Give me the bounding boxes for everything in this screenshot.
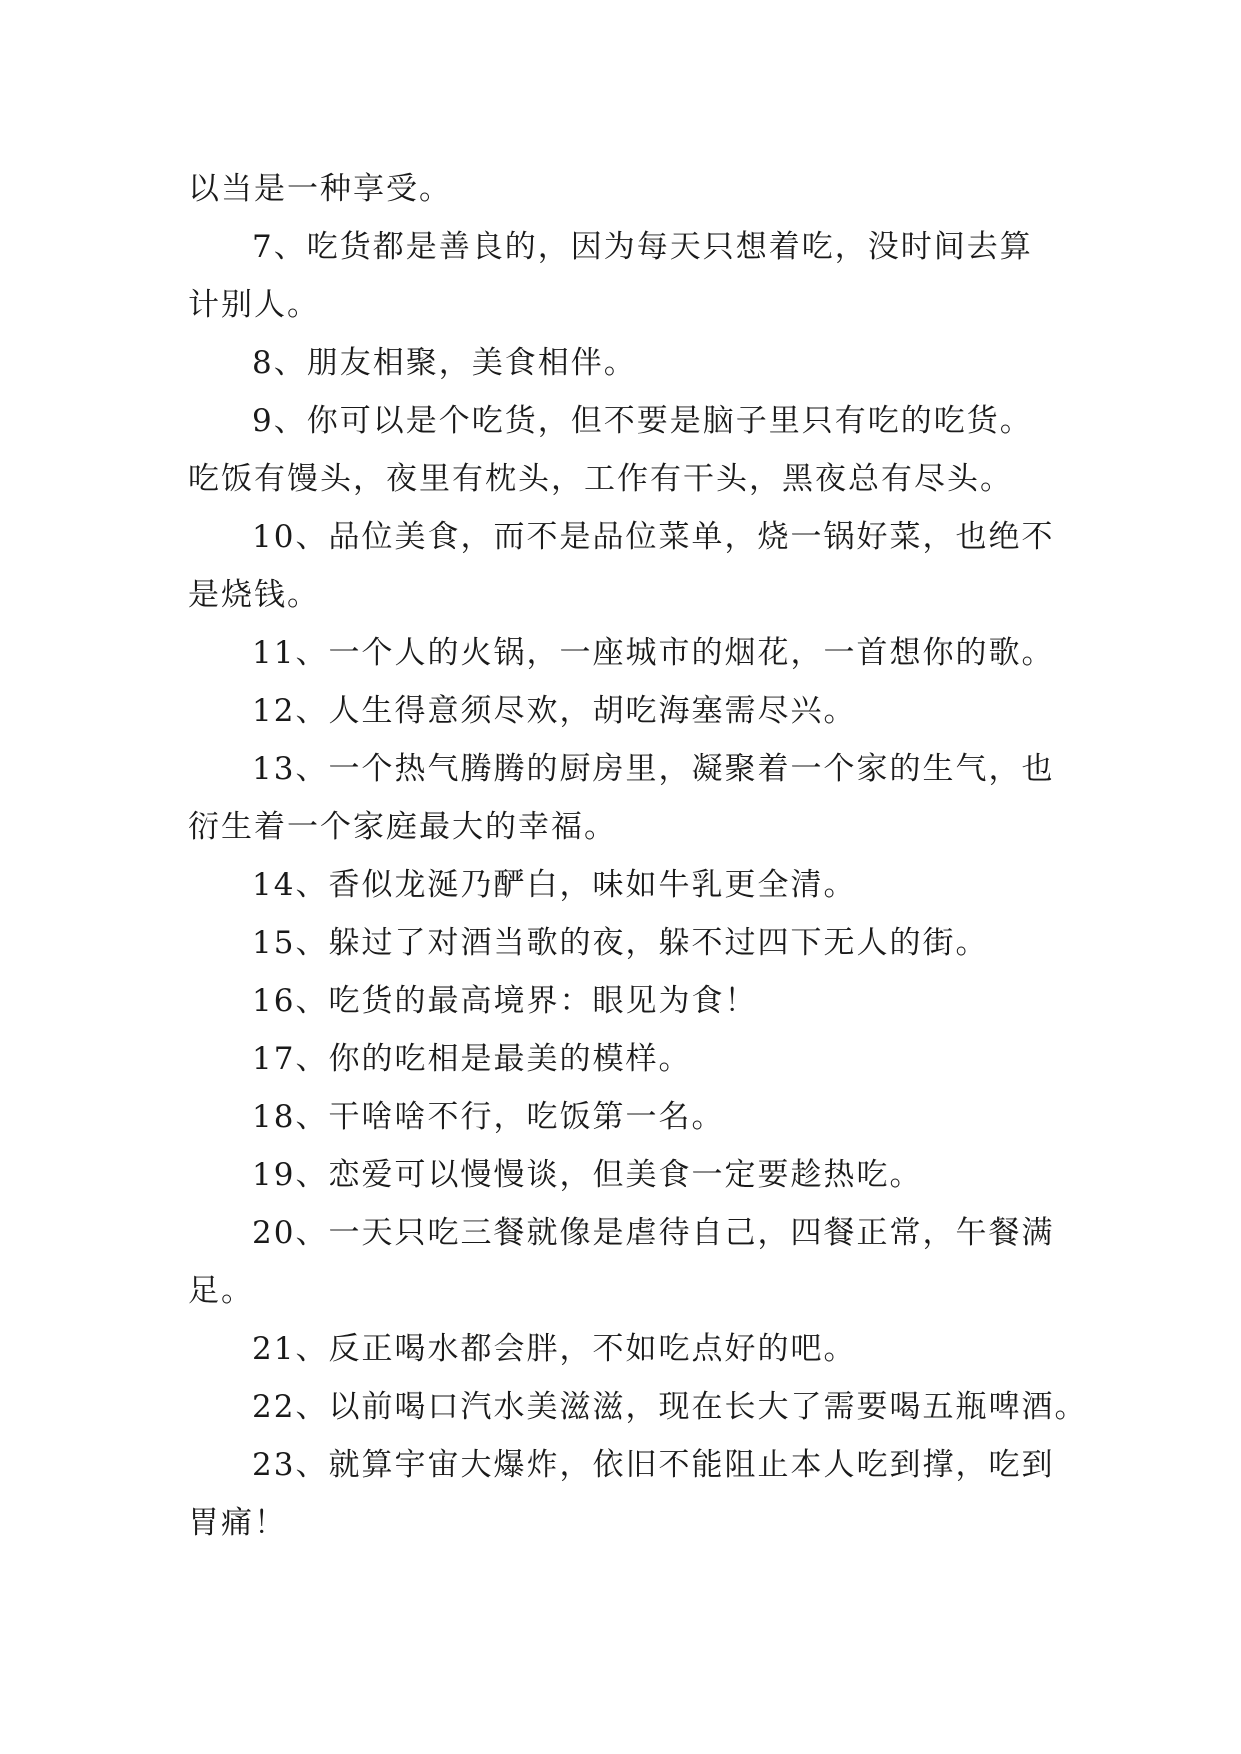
text-line: 12、人生得意须尽欢，胡吃海塞需尽兴。 [252, 693, 857, 729]
text-line: 以当是一种享受。 [188, 171, 452, 207]
text-line: 是烧钱。 [188, 577, 320, 613]
text-line: 15、躲过了对酒当歌的夜，躲不过四下无人的街。 [252, 925, 989, 961]
text-line: 11、一个人的火锅，一座城市的烟花，一首想你的歌。 [252, 635, 1055, 671]
text-line: 17、你的吃相是最美的模样。 [252, 1041, 692, 1077]
text-line: 10、品位美食，而不是品位菜单，烧一锅好菜，也绝不 [252, 519, 1055, 555]
text-line: 足。 [188, 1273, 254, 1309]
document-body [188, 160, 1088, 1552]
text-line: 9、你可以是个吃货，但不要是脑子里只有吃的吃货。 [252, 403, 1033, 439]
text-line: 18、干啥啥不行，吃饭第一名。 [252, 1099, 725, 1135]
text-line: 20、一天只吃三餐就像是虐待自己，四餐正常，午餐满 [252, 1215, 1055, 1251]
text-line: 8、朋友相聚，美食相伴。 [252, 345, 637, 381]
text-line: 16、吃货的最高境界：眼见为食！ [252, 983, 758, 1019]
text-line: 胃痛！ [188, 1505, 287, 1541]
text-line: 14、香似龙涎乃酽白，味如牛乳更全清。 [252, 867, 857, 903]
text-line: 22、以前喝口汽水美滋滋，现在长大了需要喝五瓶啤酒。 [252, 1389, 1088, 1425]
text-line: 19、恋爱可以慢慢谈，但美食一定要趁热吃。 [252, 1157, 923, 1193]
text-line: 7、吃货都是善良的，因为每天只想着吃，没时间去算 [252, 229, 1033, 265]
text-line: 衍生着一个家庭最大的幸福。 [188, 809, 617, 845]
text-line: 23、就算宇宙大爆炸，依旧不能阻止本人吃到撑，吃到 [252, 1447, 1055, 1483]
text-line: 21、反正喝水都会胖，不如吃点好的吧。 [252, 1331, 857, 1367]
text-line: 吃饭有馒头，夜里有枕头，工作有干头，黑夜总有尽头。 [188, 461, 1013, 497]
text-line: 13、一个热气腾腾的厨房里，凝聚着一个家的生气，也 [252, 751, 1055, 787]
text-line: 计别人。 [188, 287, 320, 323]
